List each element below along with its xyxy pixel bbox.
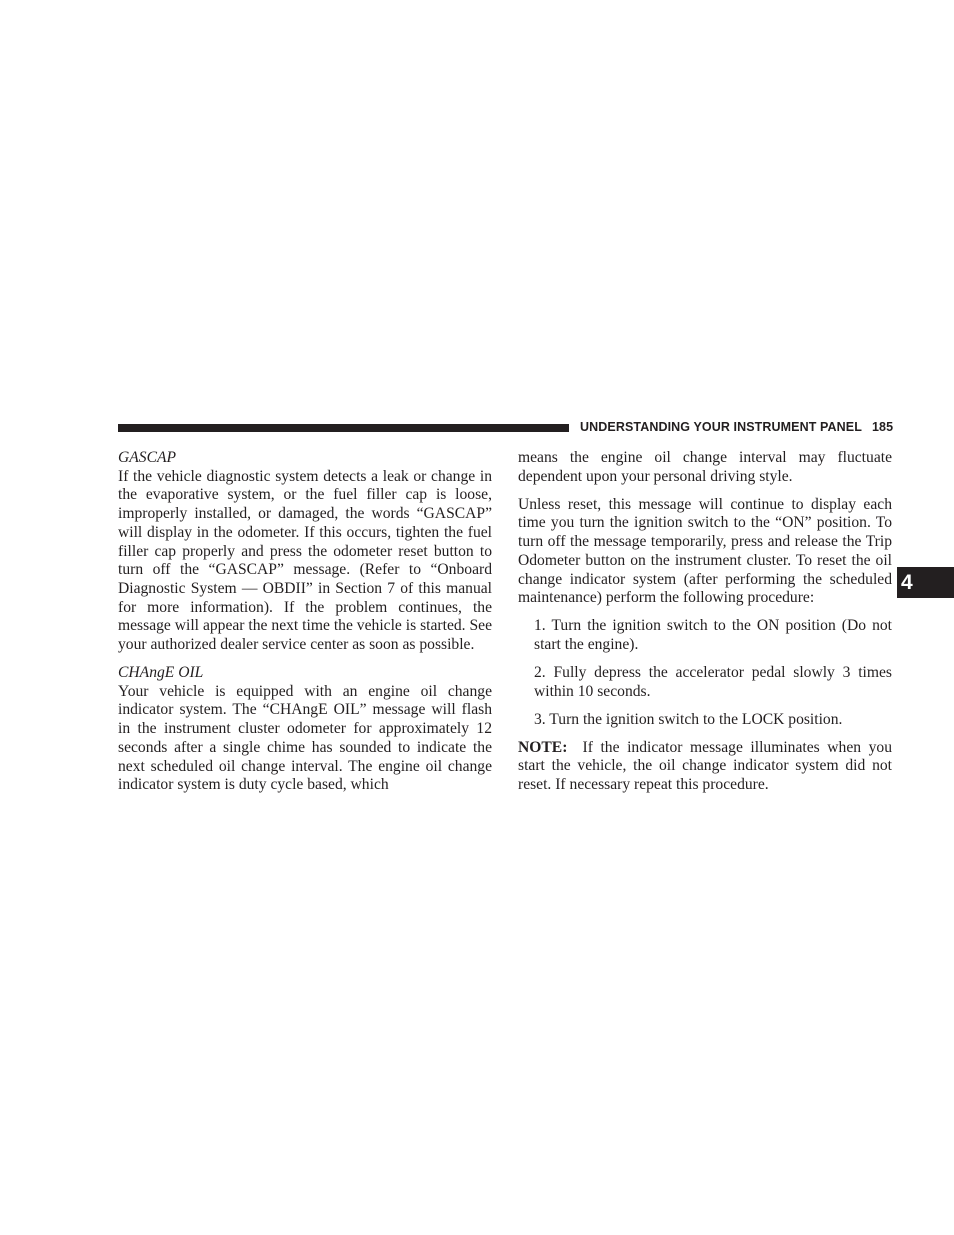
gascap-paragraph: If the vehicle diagnostic system detects a leak or change in the evaporative system, or the fuel filler cap is loose, improperly installed, or damaged, the words “GASCAP” will display in the odometer. If this occurs, tighten the fuel filler cap properly and press the odometer reset button to turn off the “GASCAP” message. (Refer to “Onboard Diagnostic System — OBDII” in Section 7 of this manual for more information). If the problem continues, the message will appear the next time the vehicle is started. See your authorized dealer service center as soon as possible. — [118, 467, 492, 654]
note-label: NOTE: — [518, 738, 568, 756]
reset-intro-paragraph: Unless reset, this message will continue to display each time you turn the ignition switch to the “ON” position. To turn off the message temporarily, press and release the Trip Odometer button on the instrument cluster. To reset the oil change indicator system (after performing the scheduled maintenance) perform the following procedure: — [518, 495, 892, 607]
change-oil-paragraph: Your vehicle is equipped with an engine oil change indicator system. The “CHAngE OIL” message will flash in the instrument cluster odometer for approximately 12 seconds after a single chime has sounded to indicate the next scheduled oil change interval. The engine oil change indicator system is duty cycle based, which — [118, 682, 492, 794]
running-header — [580, 420, 893, 434]
page-number: 185 — [871, 420, 894, 434]
header-rule — [118, 424, 569, 432]
left-column — [118, 449, 492, 795]
gascap-heading: GASCAP — [118, 449, 177, 466]
step-2: 2. Fully depress the accelerator pedal slowly 3 times within 10 seconds. — [534, 663, 892, 700]
right-column — [518, 449, 892, 795]
note-body: If the indicator message illuminates when you start the vehicle, the oil change indicator system did not reset. If necessary repeat this procedure. — [518, 738, 893, 794]
step-1: 1. Turn the ignition switch to the ON position (Do not start the engine). — [534, 617, 892, 653]
chapter-tab: 4 — [897, 567, 954, 598]
continuation-paragraph: means the engine oil change interval may fluctuate dependent upon your personal driving style. — [518, 449, 892, 485]
note-paragraph — [518, 739, 892, 795]
section-title: UNDERSTANDING YOUR INSTRUMENT PANEL — [580, 420, 862, 434]
step-3: 3. Turn the ignition switch to the LOCK position. — [534, 710, 843, 728]
change-oil-heading: CHAngE OIL — [118, 664, 204, 682]
